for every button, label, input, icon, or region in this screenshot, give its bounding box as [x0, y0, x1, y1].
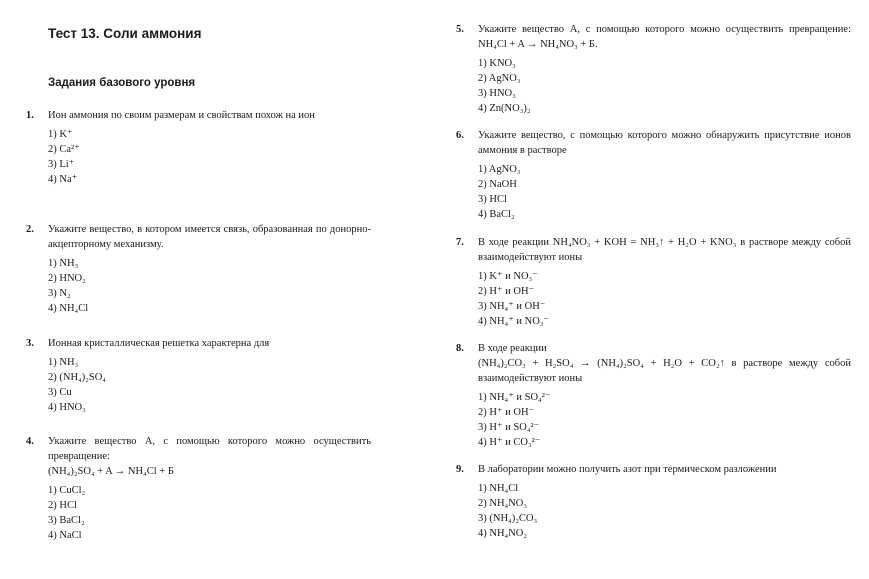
answer-option: 1) K⁺ и NO₃⁻ [478, 271, 538, 282]
answer-option: 4) NH₄⁺ и NO₃⁻ [478, 316, 549, 327]
section-title: Задания базового уровня [48, 77, 196, 89]
question-stem: Ионная кристаллическая решетка характерна для [48, 338, 270, 349]
answer-option: 4) Zn(NO₃)₂ [478, 103, 531, 114]
answer-option: 4) Na⁺ [48, 174, 78, 185]
question-stem: В лаборатории можно получить азот при термическом разложении [478, 464, 777, 475]
page-title: Тест 13. Соли аммония [48, 26, 202, 41]
answer-option: 3) Cu [48, 387, 72, 398]
question-stem: В ходе реакции NH₄NO₃ + KOH = NH₃↑ + H₂O + KNO₃ в растворе между собой взаимодействуют ионы [478, 237, 851, 263]
answer-option: 3) H⁺ и SO₄²⁻ [478, 422, 540, 433]
answer-option: 2) HNO₂ [48, 273, 86, 284]
answer-option: 3) Li⁺ [48, 159, 75, 170]
question-stem: Укажите вещество А, с помощью которого можно осуществить превращение: [48, 436, 371, 462]
answer-option: 3) NH₄⁺ и OH⁻ [478, 301, 546, 312]
answer-option: 1) CuCl₂ [48, 485, 86, 496]
question-number: 7. [456, 237, 464, 248]
question-stem: Укажите вещество, в котором имеется связь, образованная по донорно-акцепторному механизму. [48, 224, 371, 250]
answer-option: 1) NH₄⁺ и SO₄²⁻ [478, 392, 551, 403]
answer-option: 4) NaCl [48, 530, 82, 541]
question-number: 8. [456, 343, 464, 354]
question-number: 6. [456, 130, 464, 141]
answer-option: 3) N₂ [48, 288, 71, 299]
question-2 [26, 222, 371, 316]
answer-option: 2) HCl [48, 500, 77, 511]
answer-option: 1) K⁺ [48, 129, 73, 140]
answer-option: 1) NH₄Cl [478, 483, 519, 494]
answer-option: 1) AgNO₃ [478, 164, 521, 175]
question-4 [26, 434, 371, 543]
answer-option: 1) NH₃ [48, 357, 79, 368]
answer-option: 4) H⁺ и CO₃²⁻ [478, 437, 541, 448]
question-number: 1. [26, 110, 34, 121]
answer-option: 2) H⁺ и OH⁻ [478, 407, 535, 418]
question-number: 9. [456, 464, 464, 475]
answer-option: 2) NH₄NO₃ [478, 498, 528, 509]
question-3 [26, 336, 371, 415]
question-stem: Ион аммония по своим размерам и свойствам похож на ион [48, 110, 315, 121]
answer-option: 2) Ca²⁺ [48, 144, 80, 155]
answer-option: 3) BaCl₂ [48, 515, 85, 526]
answer-option: 2) (NH₄)₂SO₄ [48, 372, 106, 383]
answer-option: 2) H⁺ и OH⁻ [478, 286, 535, 297]
question-1 [26, 108, 371, 187]
answer-option: 4) NH₄Cl [48, 303, 89, 314]
question-number: 4. [26, 436, 34, 447]
answer-option: 1) NH₃ [48, 258, 79, 269]
question-stem: Укажите вещество А, с помощью которого можно осуществить превращение: NH₄Cl + A → NH₄NO₃ + Б. [478, 24, 851, 50]
question-number: 5. [456, 24, 464, 35]
answer-option: 1) KNO₃ [478, 58, 516, 69]
answer-option: 3) HNO₃ [478, 88, 516, 99]
question-stem: В ходе реакции [478, 343, 547, 354]
question-9 [456, 462, 851, 541]
answer-option: 4) HNO₃ [48, 402, 86, 413]
question-8 [456, 341, 851, 450]
answer-option: 3) HCl [478, 194, 507, 205]
question-stem: Укажите вещество, с помощью которого можно обнаружить присутствие ионов аммония в растворе [478, 130, 851, 156]
reaction-equation: (NH₄)₂CO₃ + H₂SO₄ → (NH₄)₂SO₄ + H₂O + CO₂↑ в растворе между собой взаимодействуют ионы [478, 358, 851, 384]
answer-option: 4) BaCl₂ [478, 209, 515, 220]
reaction-equation: (NH₄)₂SO₄ + A → NH₄Cl + Б [48, 466, 174, 477]
question-6 [456, 128, 851, 222]
answer-option: 2) NaOH [478, 179, 517, 190]
answer-option: 3) (NH₄)₂CO₃ [478, 513, 538, 524]
question-number: 2. [26, 224, 34, 235]
question-7 [456, 235, 851, 329]
question-5 [456, 22, 851, 116]
answer-option: 2) AgNO₃ [478, 73, 521, 84]
answer-option: 4) NH₄NO₂ [478, 528, 528, 539]
question-number: 3. [26, 338, 34, 349]
